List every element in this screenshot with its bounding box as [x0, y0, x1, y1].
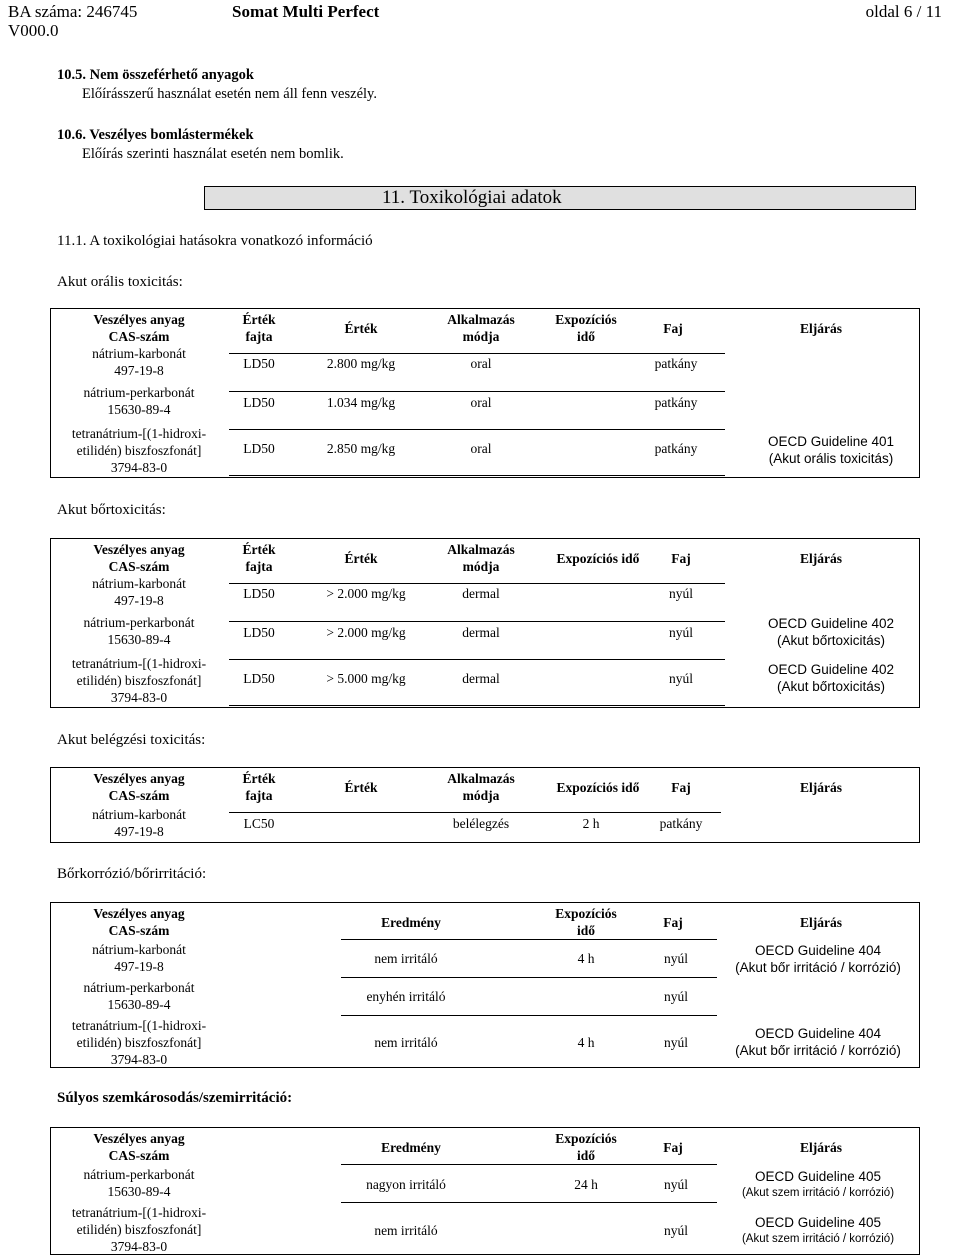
eye-sub2: nátrium-perkarbonát 15630-89-4	[83, 1167, 195, 1199]
inhal-h-value: Érték	[344, 780, 378, 795]
eye-h-species: Faj	[663, 1140, 683, 1155]
product-name: Somat Multi Perfect	[232, 2, 380, 21]
dermal-sub3: tetranátrium-[(1-hidroxi- etilidén) biszfoszfonát] 3794-83-0	[71, 656, 207, 705]
dermal-title: Akut bőrtoxicitás:	[57, 502, 166, 518]
skin-r3-method: OECD Guideline 404 (Akut bőr irritáció / korrózió)	[735, 1026, 901, 1058]
oral-r3-value: 2.850 mg/kg	[326, 441, 396, 456]
skin-r1-species: nyúl	[663, 951, 688, 966]
eye-r1-exposure: 24 h	[574, 1177, 598, 1192]
oral-h-method: Eljárás	[800, 321, 842, 336]
dermal-r2-value: > 2.000 mg/kg	[326, 625, 406, 640]
oral-title: Akut orális toxicitás:	[57, 274, 183, 290]
oral-r1-value: 2.800 mg/kg	[326, 356, 396, 371]
skin-r3-species: nyúl	[663, 1035, 688, 1050]
inhal-table	[50, 767, 920, 843]
inhal-sub1: nátrium-karbonát 497-19-8	[92, 807, 186, 839]
oral-r2-species: patkány	[654, 395, 698, 410]
dermal-h-species: Faj	[671, 551, 691, 566]
oral-r2-mode: oral	[470, 395, 492, 410]
eye-r2-method: OECD Guideline 405 (Akut szem irritáció / korrózió)	[741, 1215, 895, 1245]
skin-r1-method: OECD Guideline 404 (Akut bőr irritáció / korrózió)	[735, 943, 901, 975]
dermal-r2-type: LD50	[243, 625, 275, 640]
section-10-5-title: 10.5. Nem összeférhető anyagok	[57, 67, 254, 83]
dermal-r3-value: > 5.000 mg/kg	[326, 671, 406, 686]
oral-h-exposure: Expozíciós idő	[555, 312, 617, 344]
skin-r2-result: enyhén irritáló	[366, 989, 446, 1004]
inhal-h-type: Érték fajta	[242, 771, 276, 803]
dermal-r3-type: LD50	[243, 671, 275, 686]
skin-table	[50, 902, 920, 1068]
eye-h-exposure: Expozíciós idő	[555, 1131, 617, 1163]
dermal-r1-species: nyúl	[668, 586, 693, 601]
oral-r1-species: patkány	[654, 356, 698, 371]
page-number: oldal 6 / 11	[865, 2, 942, 21]
skin-h-exposure: Expozíciós idő	[555, 906, 617, 938]
eye-sub3: tetranátrium-[(1-hidroxi- etilidén) biszfoszfonát] 3794-83-0	[71, 1205, 207, 1254]
section-11-title: 11. Toxikológiai adatok	[382, 187, 562, 208]
eye-r2-species: nyúl	[663, 1223, 688, 1238]
dermal-h-exposure: Expozíciós idő	[556, 551, 640, 566]
skin-r1-result: nem irritáló	[374, 951, 438, 966]
eye-r1-result: nagyon irritáló	[366, 1177, 446, 1192]
oral-r2-type: LD50	[243, 395, 275, 410]
inhal-r1-mode: belélegzés	[452, 816, 510, 831]
section-10-6-text: Előírás szerinti használat esetén nem bomlik.	[82, 146, 344, 162]
skin-r2-species: nyúl	[663, 989, 688, 1004]
dermal-h-method: Eljárás	[800, 551, 842, 566]
dermal-r2-mode: dermal	[462, 625, 500, 640]
eye-h-result: Eredmény	[381, 1140, 441, 1155]
eye-r1-method: OECD Guideline 405 (Akut szem irritáció / korrózió)	[741, 1169, 895, 1199]
oral-h-species: Faj	[663, 321, 683, 336]
inhal-r1-exposure: 2 h	[582, 816, 600, 831]
dermal-r3-mode: dermal	[462, 671, 500, 686]
skin-sub1: nátrium-karbonát 497-19-8	[92, 942, 186, 974]
eye-r1-species: nyúl	[663, 1177, 688, 1192]
inhal-h-mode: Alkalmazás módja	[447, 771, 515, 803]
ba-number: BA száma: 246745	[8, 2, 138, 21]
oral-h-mode: Alkalmazás módja	[447, 312, 515, 344]
oral-r1-mode: oral	[470, 356, 492, 371]
dermal-h-type: Érték fajta	[242, 542, 276, 574]
section-10-5-text: Előírásszerű használat esetén nem áll fenn veszély.	[82, 86, 377, 102]
eye-r2-result: nem irritáló	[374, 1223, 438, 1238]
inhal-h-method: Eljárás	[800, 780, 842, 795]
dermal-r3-species: nyúl	[668, 671, 693, 686]
skin-r3-result: nem irritáló	[374, 1035, 438, 1050]
inhal-h-substance: Veszélyes anyag CAS-szám	[93, 771, 185, 803]
eye-h-method: Eljárás	[800, 1140, 842, 1155]
oral-h-type: Érték fajta	[242, 312, 276, 344]
oral-h-substance: Veszélyes anyag CAS-szám	[93, 312, 185, 344]
dermal-table	[50, 538, 920, 708]
header-left	[8, 2, 137, 40]
dermal-h-mode: Alkalmazás módja	[447, 542, 515, 574]
oral-h-value: Érték	[344, 321, 378, 336]
dermal-r2-species: nyúl	[668, 625, 693, 640]
skin-h-substance: Veszélyes anyag CAS-szám	[93, 906, 185, 938]
skin-h-method: Eljárás	[800, 915, 842, 930]
oral-r3-mode: oral	[470, 441, 492, 456]
eye-title: Súlyos szemkárosodás/szemirritáció:	[57, 1090, 293, 1106]
dermal-r1-value: > 2.000 mg/kg	[326, 586, 406, 601]
inhal-r1-species: patkány	[659, 816, 703, 831]
oral-sub1: nátrium-karbonát 497-19-8	[92, 346, 186, 378]
inhal-title: Akut belégzési toxicitás:	[57, 732, 206, 748]
skin-r1-exposure: 4 h	[577, 951, 595, 966]
oral-r2-value: 1.034 mg/kg	[326, 395, 396, 410]
skin-sub2: nátrium-perkarbonát 15630-89-4	[83, 980, 195, 1012]
dermal-r2-method: OECD Guideline 402 (Akut bőrtoxicitás)	[767, 616, 895, 648]
oral-r3-method: OECD Guideline 401 (Akut orális toxicitás)	[767, 434, 895, 466]
oral-r3-species: patkány	[654, 441, 698, 456]
eye-h-substance: Veszélyes anyag CAS-szám	[93, 1131, 185, 1163]
dermal-r1-type: LD50	[243, 586, 275, 601]
oral-sub2: nátrium-perkarbonát 15630-89-4	[83, 385, 195, 417]
skin-sub3: tetranátrium-[(1-hidroxi- etilidén) biszfoszfonát] 3794-83-0	[71, 1018, 207, 1067]
section-10-6	[57, 126, 344, 164]
oral-r1-type: LD50	[243, 356, 275, 371]
dermal-h-substance: Veszélyes anyag CAS-szám	[93, 542, 185, 574]
dermal-h-value: Érték	[344, 551, 378, 566]
eye-table	[50, 1127, 920, 1255]
section-11-1-title: 11.1. A toxikológiai hatásokra vonatkozó információ	[57, 233, 373, 249]
skin-title: Bőrkorrózió/bőrirritáció:	[57, 866, 207, 882]
dermal-r3-method: OECD Guideline 402 (Akut bőrtoxicitás)	[767, 662, 895, 694]
oral-sub3: tetranátrium-[(1-hidroxi- etilidén) biszfoszfonát] 3794-83-0	[71, 426, 207, 475]
dermal-r1-mode: dermal	[462, 586, 500, 601]
skin-h-result: Eredmény	[381, 915, 441, 930]
dermal-sub1: nátrium-karbonát 497-19-8	[92, 576, 186, 608]
oral-r3-type: LD50	[243, 441, 275, 456]
section-10-6-title: 10.6. Veszélyes bomlástermékek	[57, 127, 254, 143]
inhal-h-species: Faj	[671, 780, 691, 795]
skin-r3-exposure: 4 h	[577, 1035, 595, 1050]
oral-table	[50, 308, 920, 478]
inhal-h-exposure: Expozíciós idő	[556, 780, 640, 795]
dermal-sub2: nátrium-perkarbonát 15630-89-4	[83, 615, 195, 647]
section-10-5	[57, 66, 377, 104]
inhal-r1-type: LC50	[243, 816, 275, 831]
version: V000.0	[8, 21, 59, 40]
skin-h-species: Faj	[663, 915, 683, 930]
